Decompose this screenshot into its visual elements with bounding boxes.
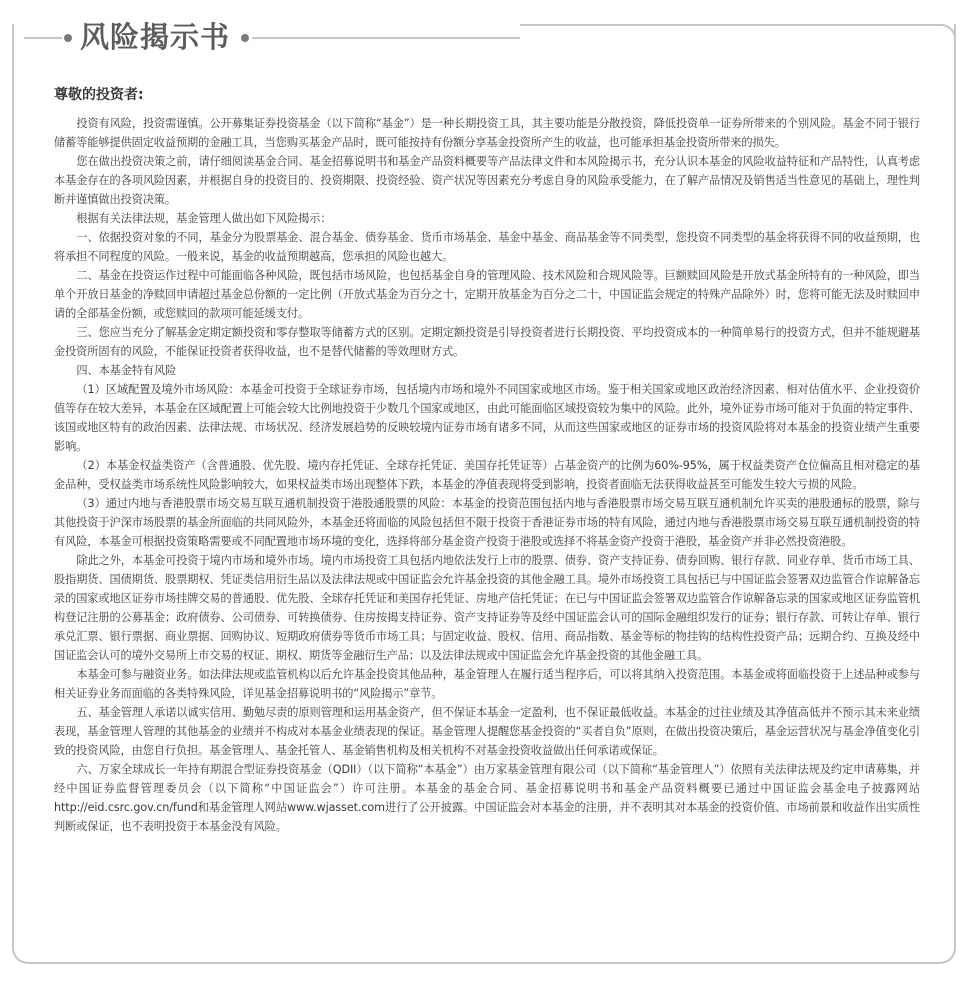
page-title: 风险揭示书	[80, 20, 231, 54]
paragraph: （3）通过内地与香港股票市场交易互联互通机制投资于港股通股票的风险：本基金的投资范围包括内地与香港股票市场交易互联互通机制允许买卖的港股通标的股票，除与其他投资于沪深市场股票的基金所面临的共同风险外，本基金还将面临的风险包括但不限于投资于香港证券市场的特有风险，通过内地与香港股票市场交易互联互通机制投资的特有风险，本基金可根据投资策略需要或不同配置地市场环境的变化，选择将部分基金资产投资于港股或选择不将基金资产投资于港股，基金资产并非必然投资港股。	[54, 497, 920, 548]
paragraph: 投资有风险，投资需谨慎。公开募集证券投资基金（以下简称“基金”）是一种长期投资工具，其主要功能是分散投资，降低投资单一证券所带来的个别风险。基金不同于银行储蓄等能够提供固定收益预期的金融工具，当您购买基金产品时，既可能按持有份额分享基金投资所产生的收益，也可能承担基金投资所带来的损失。	[54, 117, 920, 149]
title-dot-left-icon	[64, 34, 72, 42]
paragraph: 一、依据投资对象的不同，基金分为股票基金、混合基金、债券基金、货币市场基金、基金中基金、商品基金等不同类型，您投资不同类型的基金将获得不同的收益预期，也将承担不同程度的风险。一般来说，基金的收益预期越高，您承担的风险也越大。	[54, 231, 920, 263]
disclosure-body	[54, 84, 920, 836]
paragraph: 根据有关法律法规，基金管理人做出如下风险揭示：	[76, 212, 332, 225]
paragraph: 本基金可参与融资业务。如法律法规或监管机构以后允许基金投资其他品种，基金管理人在履行适当程序后，可以将其纳入投资范围。本基金或将面临投资于上述品种或参与相关证券业务而面临的各类特殊风险，详见基金招募说明书的“风险揭示”章节。	[54, 668, 920, 700]
paragraph: （1）区域配置及境外市场风险：本基金可投资于全球证券市场，包括境内市场和境外不同国家或地区市场。鉴于相关国家或地区政治经济因素、相对估值水平、企业投资价值等存在较大差异，本基金在区域配置上可能会较大比例地投资于少数几个国家或地区，由此可能面临区域投资较为集中的风险。此外，境外证券市场可能对于负面的特定事件、该国或地区特有的政治因素、法律法规、市场状况、经济发展趋势的反映较境内证券市场有诸多不同，从而这些国家或地区的证券市场的投资风险将对本基金的投资业绩产生重要影响。	[54, 383, 920, 453]
frame-line-left	[24, 37, 62, 39]
paragraph: 二、基金在投资运作过程中可能面临各种风险，既包括市场风险，也包括基金自身的管理风险、技术风险和合规风险等。巨额赎回风险是开放式基金所特有的一种风险，即当单个开放日基金的净赎回申请超过基金总份额的一定比例（开放式基金为百分之十，定期开放基金为百分之二十，中国证监会规定的特殊产品除外）时，您将可能无法及时赎回申请的全部基金份额，或您赎回的款项可能延缓支付。	[54, 269, 920, 320]
paragraph: 五、基金管理人承诺以诚实信用、勤勉尽责的原则管理和运用基金资产，但不保证本基金一定盈利，也不保证最低收益。本基金的过往业绩及其净值高低并不预示其未来业绩表现，基金管理人管理的其他基金的业绩并不构成对本基金业绩表现的保证。基金管理人提醒您基金投资的“买者自负”原则，在做出投资决策后，基金运营状况与基金净值变化引致的投资风险，由您自行负担。基金管理人、基金托管人、基金销售机构及相关机构不对基金投资收益做出任何承诺或保证。	[54, 706, 920, 757]
paragraph: 三、您应当充分了解基金定期定额投资和零存整取等储蓄方式的区别。定期定额投资是引导投资者进行长期投资、平均投资成本的一种简单易行的投资方式，但并不能规避基金投资所固有的风险，不能保证投资者获得收益，也不是替代储蓄的等效理财方式。	[54, 326, 920, 358]
paragraph: 六、万家全球成长一年持有期混合型证券投资基金（QDII）（以下简称“本基金”）由万家基金管理有限公司（以下简称“基金管理人”）依照有关法律法规及约定申请募集，并经中国证券监督管理委员会（以下简称“中国证监会”）许可注册。本基金的基金合同、基金招募说明书和基金产品资料概要已通过中国证监会基金电子披露网站http://eid.csrc.gov.cn/fund和基金管理人网站www.wjasset.com进行了公开披露。中国证监会对本基金的注册，并不表明其对本基金的投资价值、市场前景和收益作出实质性判断或保证，也不表明投资于本基金没有风险。	[54, 763, 920, 833]
frame-line-middle	[252, 37, 520, 39]
paragraph: （2）本基金权益类资产（含普通股、优先股、境内存托凭证、全球存托凭证、美国存托凭证等）占基金资产的比例为60%-95%，属于权益类资产仓位偏高且相对稳定的基金品种，受权益类市场系统性风险影响较大，如果权益类市场出现整体下跌，本基金的净值表现将受到影响，投资者面临无法获得收益甚至可能发生较大亏损的风险。	[54, 459, 920, 491]
paragraph: 除此之外，本基金可投资于境内市场和境外市场。境内市场投资工具包括内地依法发行上市的股票、债券、资产支持证券、债券回购、银行存款、同业存单、货币市场工具、股指期货、国债期货、股票期权、凭证类信用衍生品以及法律法规或中国证监会允许基金投资的其他金融工具。境外市场投资工具包括已与中国证监会签署双边监管合作谅解备忘录的国家或地区证券市场挂牌交易的普通股、优先股、全球存托凭证和美国存托凭证、房地产信托凭证；在已与中国证监会签署双边监管合作谅解备忘录的国家或地区证券监管机构登记注册的公募基金；政府债券、公司债券、可转换债券、住房按揭支持证券、资产支持证券等及经中国证监会认可的国际金融组织发行的证券；银行存款、可转让存单、银行承兑汇票、银行票据、商业票据、回购协议、短期政府债券等货币市场工具；与固定收益、股权、信用、商品指数、基金等标的物挂钩的结构性投资产品；远期合约、互换及经中国证监会认可的境外交易所上市交易的权证、期权、期货等金融衍生产品；以及法律法规或中国证监会允许基金投资的其他金融工具。	[54, 554, 920, 662]
paragraph: 您在做出投资决策之前，请仔细阅读基金合同、基金招募说明书和基金产品资料概要等产品法律文件和本风险揭示书，充分认识本基金的风险收益特征和产品特性，认真考虑本基金存在的各项风险因素，并根据自身的投资目的、投资期限、投资经验、资产状况等因素充分考虑自身的风险承受能力，在了解产品情况及销售适当性意见的基础上，理性判断并谨慎做出投资决策。	[54, 155, 920, 206]
title-dot-right-icon	[241, 34, 249, 42]
frame-top-right	[520, 24, 956, 39]
greeting: 尊敬的投资者:	[54, 87, 144, 103]
paragraph: 四、本基金特有风险	[76, 364, 177, 377]
